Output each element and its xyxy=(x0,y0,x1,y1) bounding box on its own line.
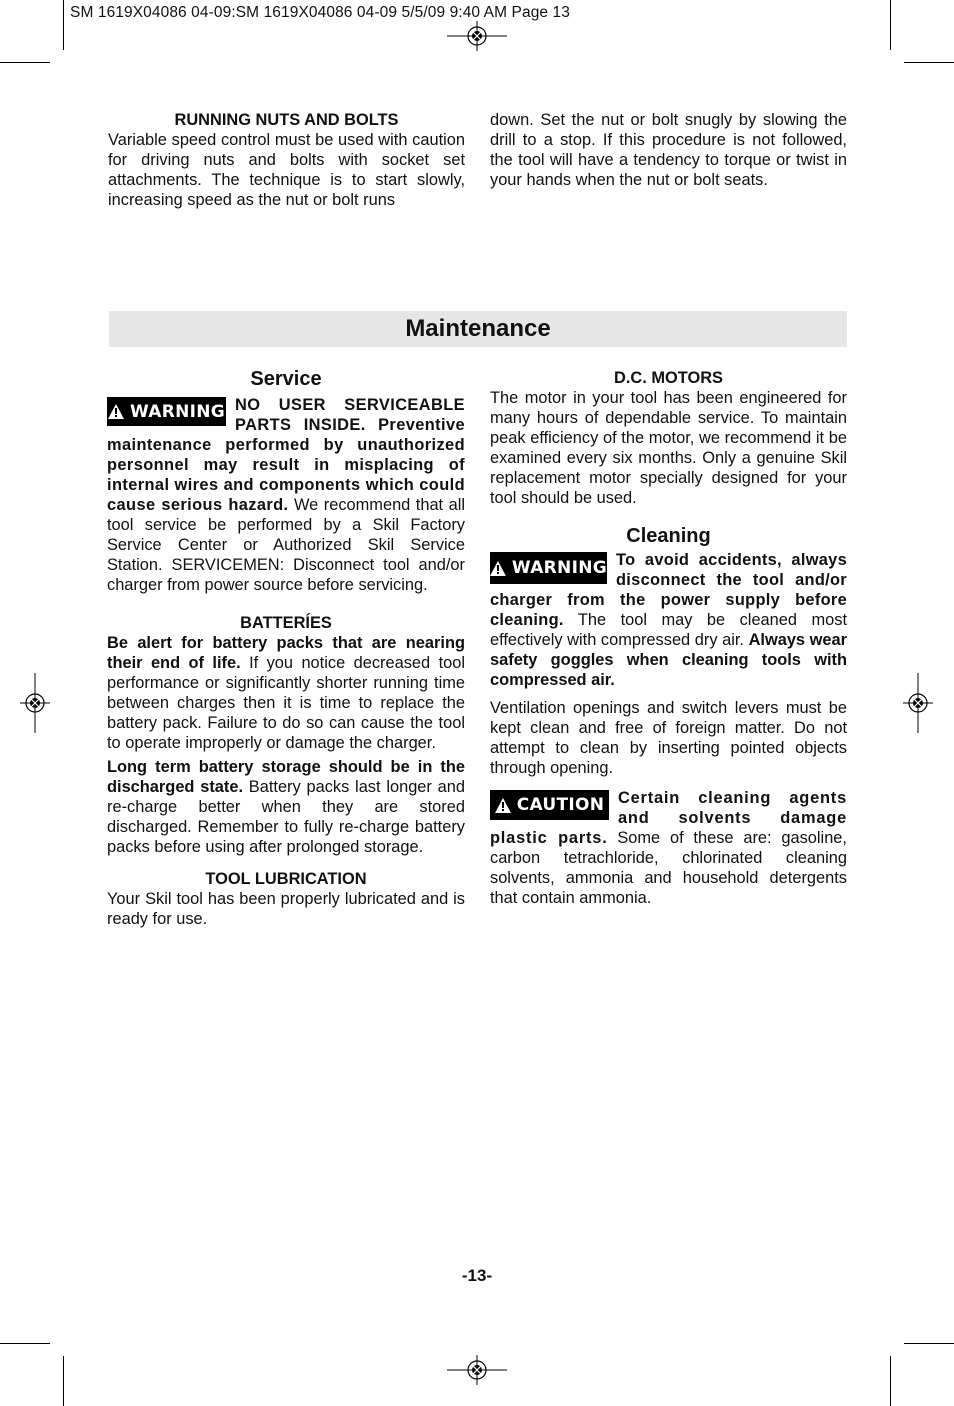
batteries-heading: BATTERÍES xyxy=(240,614,332,632)
crop-mark xyxy=(890,1356,891,1406)
batteries-text-1: If you notice decreased tool performance or significantly shorter running time between charges then it is time to replace the battery pack. Failure to do so can cause the tool to operate improperly or damage the charger. xyxy=(107,654,465,752)
crop-mark xyxy=(0,1343,50,1344)
caution-label xyxy=(490,790,609,820)
crop-mark xyxy=(890,0,891,50)
registration-mark-icon xyxy=(903,673,933,733)
registration-mark-icon xyxy=(447,1355,507,1385)
cleaning-bold-2: Always wear safety goggles when cleaning tools with compressed air. xyxy=(490,631,847,689)
service-heading: Service xyxy=(250,368,322,390)
right-column xyxy=(490,368,847,908)
warning-label-text: WARNING xyxy=(129,401,226,422)
warning-triangle-icon xyxy=(495,798,511,813)
crop-mark xyxy=(904,62,954,63)
running-nuts-right-column xyxy=(490,110,847,190)
cleaning-warning-text xyxy=(490,550,847,690)
page-number: -13- xyxy=(461,1266,493,1285)
service-text xyxy=(107,395,465,595)
left-column xyxy=(107,367,465,929)
warning-label-text: WARNING xyxy=(511,558,607,578)
batteries-bold-2: Long term battery storage should be in the discharged state. xyxy=(107,758,465,796)
service-warning-bold: NO USER SERVICEABLE PARTS INSIDE. Preventive maintenance performed by unauthorized personnel may result in misplacing of internal wires and components which could cause serious hazard. xyxy=(107,396,465,514)
running-nuts-text: Variable speed control must be used with caution for driving nuts and bolts with socket set attachments. The technique is to start slowly, increasing speed as the nut or bolt runs xyxy=(108,131,465,209)
running-nuts-left-column xyxy=(108,110,465,210)
running-nuts-continued-text: down. Set the nut or bolt snugly by slowing the drill to a stop. If this procedure is not followed, the tool will have a tendency to torque or twist in your hands when the nut or bolt seats. xyxy=(490,111,847,189)
service-recommendation: We recommend that all tool service be performed by a Skil Factory Service Center or Authorized Skil Service Station. SERVICEMEN: Disconnect tool and/or charger from power source before servicing. xyxy=(107,496,465,594)
batteries-text-2: Battery packs last longer and re-charge better when they are stored discharged. Remember to fully re-charge battery packs before using after prolonged storage. xyxy=(107,778,465,856)
crop-mark xyxy=(0,62,50,63)
cleaning-caution-text xyxy=(490,788,847,908)
warning-triangle-icon xyxy=(108,404,124,419)
maintenance-title: Maintenance xyxy=(109,311,847,347)
lubrication-heading: TOOL LUBRICATION xyxy=(205,870,367,888)
dc-motors-text: The motor in your tool has been engineered for many hours of dependable service. To maintain peak efficiency of the motor, we recommend it be examined every six months. Only a genuine Skil replacement motor specially designed for your tool should be used. xyxy=(490,389,847,507)
caution-label-text: CAUTION xyxy=(516,795,605,815)
crop-mark xyxy=(904,1343,954,1344)
cleaning-bold-1: To avoid accidents, always disconnect the tool and/or charger from the power supply before cleaning. xyxy=(490,551,847,629)
registration-mark-icon xyxy=(20,673,50,733)
ventilation-text: Ventilation openings and switch levers must be kept clean and free of foreign matter. Do not attempt to clean by inserting pointed objects through opening. xyxy=(490,699,847,777)
batteries-paragraph-1 xyxy=(107,633,465,753)
running-nuts-heading: RUNNING NUTS AND BOLTS xyxy=(174,111,399,129)
caution-bold: Certain cleaning agents and solvents damage plastic parts. xyxy=(490,789,847,847)
registration-mark-icon xyxy=(447,21,507,51)
crop-mark xyxy=(63,1356,64,1406)
dc-motors-heading: D.C. MOTORS xyxy=(614,369,723,387)
caution-text: Some of these are: gasoline, carbon tetrachloride, chlorinated cleaning solvents, ammonia and household detergents that contain ammonia. xyxy=(490,829,847,907)
batteries-paragraph-2 xyxy=(107,757,465,857)
cleaning-text-1: The tool may be cleaned most effectively with compressed dry air. xyxy=(490,611,847,649)
lubrication-text: Your Skil tool has been properly lubricated and is ready for use. xyxy=(107,890,465,928)
warning-label xyxy=(490,552,607,584)
warning-triangle-icon xyxy=(490,561,506,576)
crop-mark xyxy=(63,0,64,50)
cleaning-heading: Cleaning xyxy=(626,525,711,547)
warning-label xyxy=(107,397,226,426)
batteries-bold-1: Be alert for battery packs that are nearing their end of life. xyxy=(107,634,465,672)
print-slug: SM 1619X04086 04-09:SM 1619X04086 04-09 5/5/09 9:40 AM Page 13 xyxy=(70,4,570,21)
